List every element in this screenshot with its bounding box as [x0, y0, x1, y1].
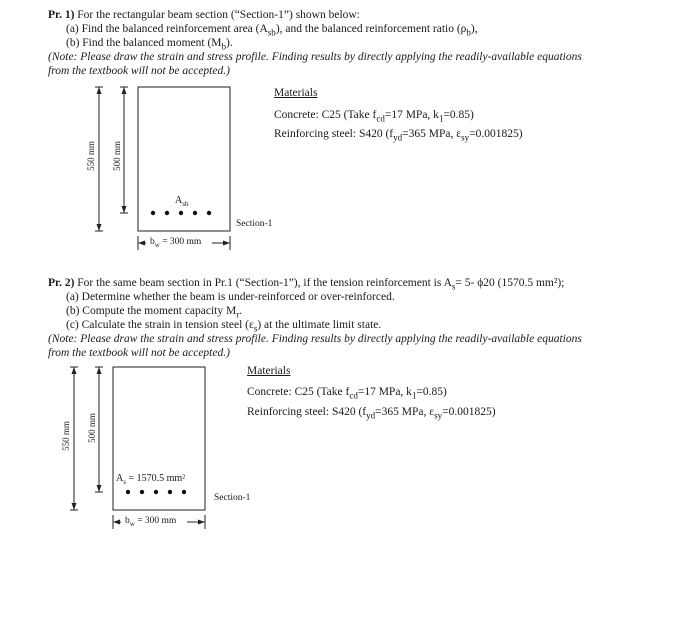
- height-inner-label: 500 mm: [111, 141, 122, 171]
- steel-value: = 1570.5 mm²: [125, 473, 186, 484]
- concrete-text-mid: =17 MPa, k: [357, 386, 412, 398]
- materials-steel: [247, 405, 496, 422]
- height-inner-label: 500 mm: [86, 413, 97, 443]
- concrete-text: Concrete: C25 (Take f: [274, 109, 377, 121]
- rebar-dot: [154, 490, 158, 494]
- problem2-number: Pr. 2): [48, 277, 75, 289]
- part-c-text: (c) Calculate the strain in tension steel (ε: [66, 319, 254, 331]
- part-a-text: (a) Find the balanced reinforcement area (A: [66, 23, 268, 35]
- steel-text-end: =0.001825): [442, 406, 496, 418]
- part-a-text-mid: ), and the balanced reinforcement ratio (ρ: [275, 23, 467, 35]
- part-a-text-end: ),: [470, 23, 478, 35]
- part-c-text-end: ) at the ultimate limit state.: [257, 319, 382, 331]
- height-outer-label: 550 mm: [60, 421, 71, 451]
- width-symbol: b: [125, 516, 130, 526]
- concrete-text: Concrete: C25 (Take f: [247, 386, 350, 398]
- materials-title: Materials: [274, 87, 318, 99]
- problem1-number: Pr. 1): [48, 9, 75, 21]
- part-b-text: (b) Find the balanced moment (M: [66, 37, 222, 49]
- subscript: s: [451, 281, 456, 292]
- concrete-text-end: =0.85): [416, 386, 447, 398]
- subscript: r: [236, 309, 240, 320]
- problem1-note-line2: from the textbook will not be accepted.): [48, 65, 230, 77]
- arrow-head: [72, 367, 77, 374]
- problem1-heading-text: For the rectangular beam section (“Section-1”) shown below:: [74, 9, 360, 21]
- subscript: 1: [411, 390, 417, 401]
- subscript: sy: [461, 132, 470, 143]
- section-label: Section-1: [236, 219, 273, 229]
- materials-concrete: [247, 385, 447, 402]
- width-label: [125, 516, 176, 528]
- subscript: sb: [267, 27, 276, 38]
- subscript: cd: [349, 390, 358, 401]
- arrow-head: [198, 520, 205, 525]
- steel-text-mid: =365 MPa, ε: [402, 128, 462, 140]
- width-value: = 300 mm: [159, 237, 202, 247]
- width-value: = 300 mm: [134, 516, 177, 526]
- subscript: s: [123, 478, 126, 486]
- problem2-heading-text: For the same beam section in Pr.1 (“Section-1”), if the tension reinforcement is A: [74, 277, 452, 289]
- problem1-note-line1: (Note: Please draw the strain and stress profile. Finding results by directly applying the readily-available equations: [48, 51, 582, 63]
- arrow-head: [97, 367, 102, 374]
- steel-label: A: [116, 473, 124, 484]
- subscript: cd: [376, 113, 385, 124]
- subscript: s: [253, 323, 258, 334]
- part-b-text: (b) Compute the moment capacity M: [66, 305, 237, 317]
- problem2-note-line2: from the textbook will not be accepted.): [48, 347, 230, 359]
- width-symbol: b: [150, 237, 155, 247]
- problem2-part-a: (a) Determine whether the beam is under-reinforced or over-reinforced.: [66, 291, 395, 303]
- subscript: sb: [182, 200, 189, 208]
- height-outer-label: 550 mm: [85, 141, 96, 171]
- subscript: w: [129, 519, 135, 528]
- arrow-head: [97, 485, 102, 492]
- rebar-dot: [168, 490, 172, 494]
- section-label: Section-1: [214, 493, 251, 503]
- subscript: yd: [366, 410, 376, 421]
- subscript: 1: [438, 113, 444, 124]
- rebar-dot: [182, 490, 186, 494]
- problem2-note-line1: (Note: Please draw the strain and stress profile. Finding results by directly applying the readily-available equations: [48, 333, 582, 345]
- steel-text: Reinforcing steel: S420 (f: [274, 128, 394, 140]
- subscript: b: [466, 27, 471, 38]
- rebar-dot: [126, 490, 130, 494]
- steel-text-end: =0.001825): [469, 128, 523, 140]
- subscript: b: [221, 41, 227, 52]
- subscript: sy: [434, 410, 443, 421]
- materials-title: Materials: [247, 365, 291, 377]
- part-b-text-end: .: [239, 305, 243, 317]
- concrete-text-mid: =17 MPa, k: [384, 109, 439, 121]
- rebar-dot: [140, 490, 144, 494]
- steel-label: A: [175, 195, 183, 206]
- concrete-text-end: =0.85): [443, 109, 474, 121]
- subscript: yd: [393, 132, 403, 143]
- problem2-heading-end: = 5- ϕ20 (1570.5 mm²);: [455, 277, 565, 289]
- arrow-head: [113, 520, 120, 525]
- steel-area-label: [116, 472, 185, 489]
- steel-text: Reinforcing steel: S420 (f: [247, 406, 367, 418]
- subscript: w: [154, 240, 160, 249]
- steel-text-mid: =365 MPa, ε: [375, 406, 435, 418]
- arrow-head: [72, 503, 77, 510]
- part-b-text-end: ).: [226, 37, 233, 49]
